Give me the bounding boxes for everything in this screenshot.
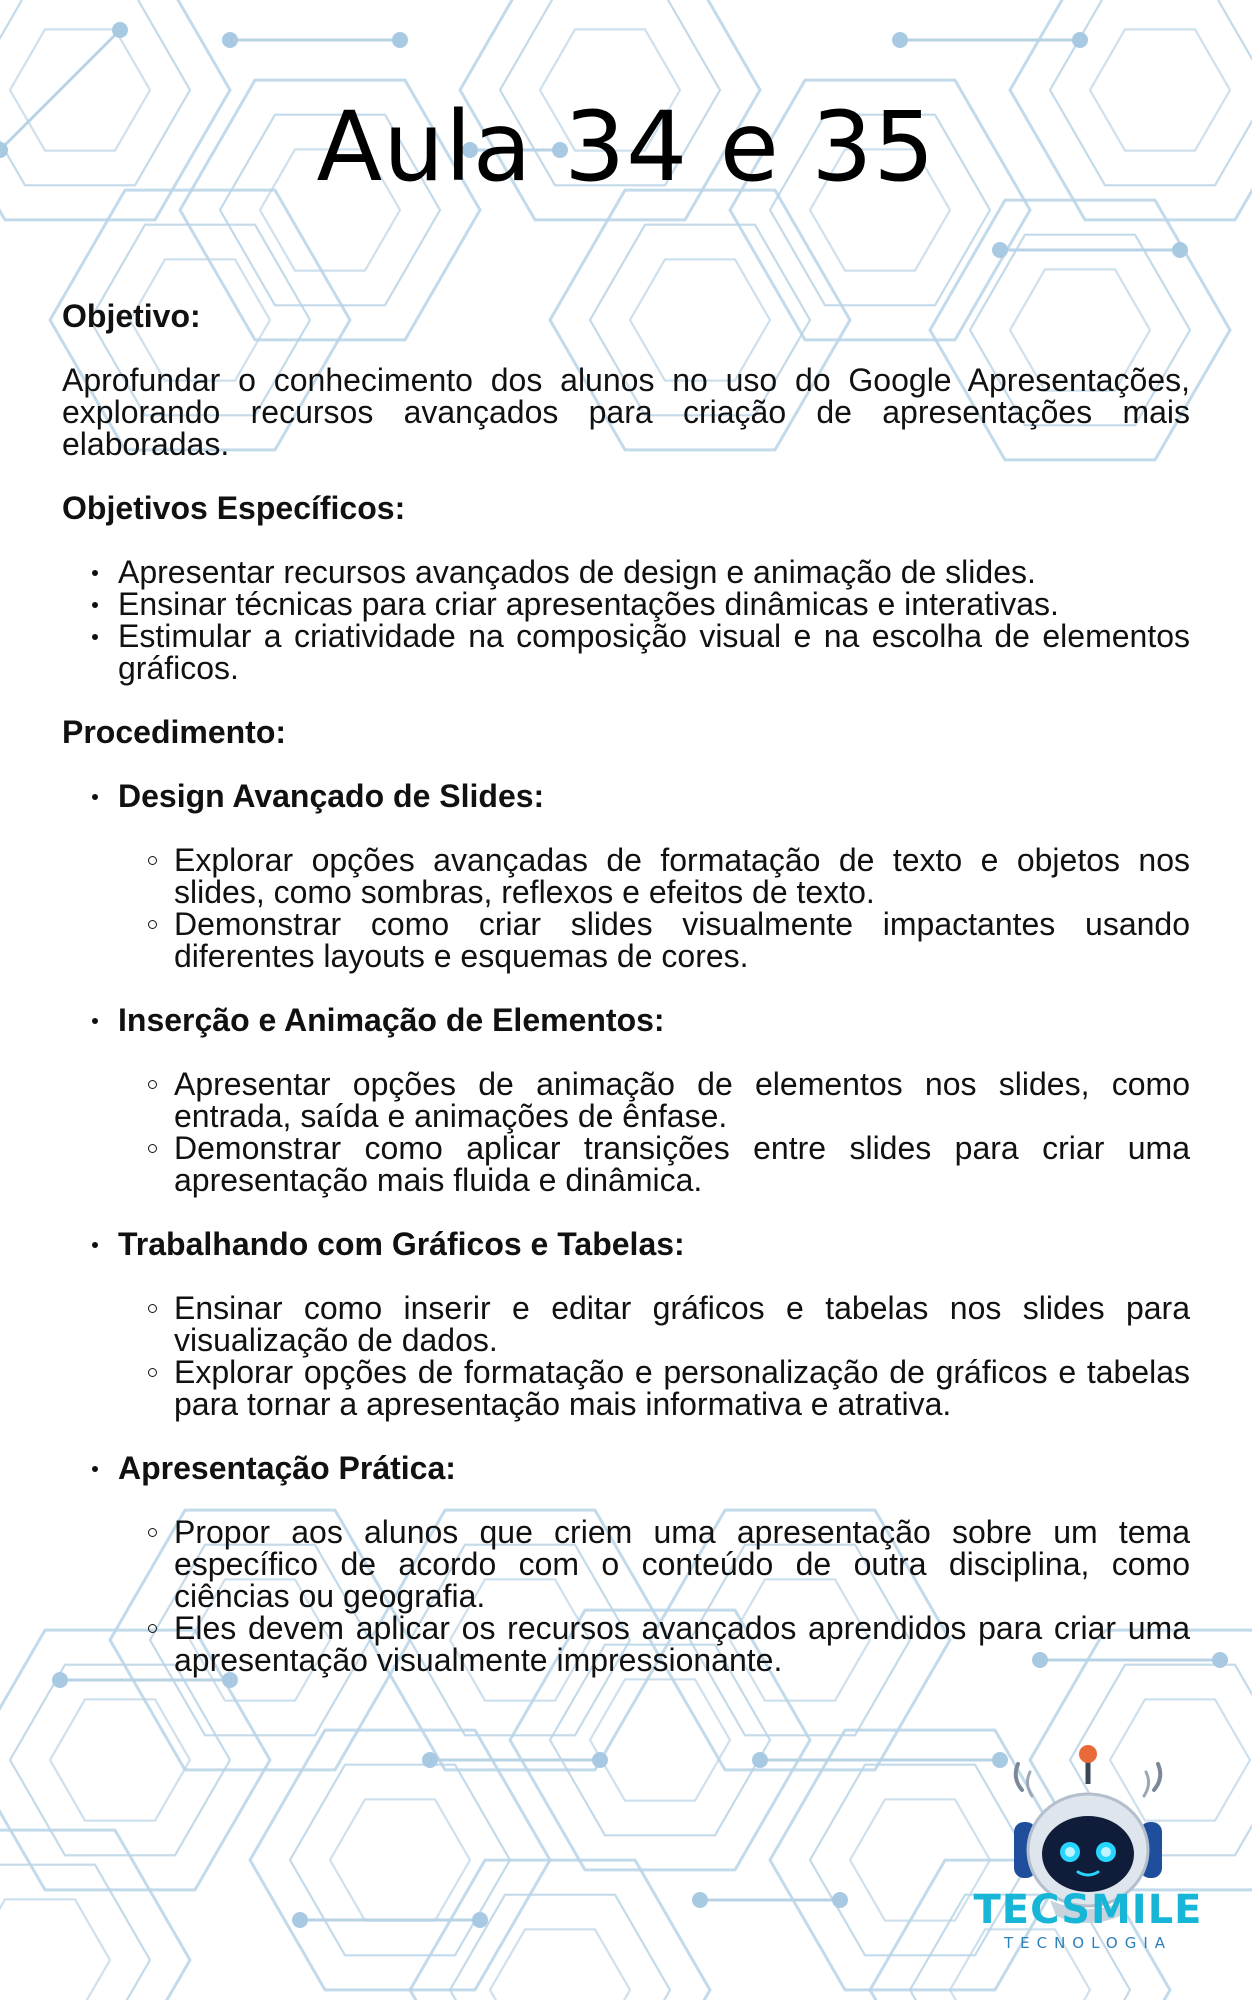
specific-objective-item: Ensinar técnicas para criar apresentações dinâmicas e interativas.: [62, 588, 1190, 620]
lesson-content: [62, 300, 1190, 1676]
specific-objective-item: Estimular a criatividade na composição visual e na escolha de elementos gráficos.: [62, 620, 1190, 684]
procedure-substeps: [118, 844, 1190, 972]
procedure-section: [62, 1004, 1190, 1196]
specific-objective-item: Apresentar recursos avançados de design e animação de slides.: [62, 556, 1190, 588]
specific-objectives-heading: Objetivos Específicos:: [62, 490, 406, 526]
procedure-section: [62, 1452, 1190, 1676]
procedure-step: Explorar opções de formatação e personalização de gráficos e tabelas para tornar a apresentação mais informativa e atrativa.: [118, 1356, 1190, 1420]
brand-tagline: TECNOLOGIA: [1003, 1934, 1173, 1952]
procedure-section-title: Trabalhando com Gráficos e Tabelas:: [118, 1226, 685, 1262]
procedure-step: Demonstrar como aplicar transições entre slides para criar uma apresentação mais fluida e dinâmica.: [118, 1132, 1190, 1196]
procedure-step: Explorar opções avançadas de formatação de texto e objetos nos slides, como sombras, reflexos e efeitos de texto.: [118, 844, 1190, 908]
objective-heading: Objetivo:: [62, 298, 201, 334]
procedure-section: [62, 1228, 1190, 1420]
procedure-heading: Procedimento:: [62, 714, 287, 750]
procedure-section-title: Design Avançado de Slides:: [118, 778, 545, 814]
procedure-substeps: [118, 1516, 1190, 1676]
objective-text: Aprofundar o conhecimento dos alunos no uso do Google Apresentações, explorando recursos avançados para criação de apresentações mais elaboradas.: [62, 362, 1190, 462]
brand-name: TECSMILE: [973, 1887, 1203, 1933]
procedure-step: Eles devem aplicar os recursos avançados aprendidos para criar uma apresentação visualmente impressionante.: [118, 1612, 1190, 1676]
procedure-substeps: [118, 1292, 1190, 1420]
procedure-step: Demonstrar como criar slides visualmente impactantes usando diferentes layouts e esquemas de cores.: [118, 908, 1190, 972]
procedure-substeps: [118, 1068, 1190, 1196]
procedure-list: [62, 780, 1190, 1676]
procedure-step: Apresentar opções de animação de elementos nos slides, como entrada, saída e animações de ênfase.: [118, 1068, 1190, 1132]
procedure-section: [62, 780, 1190, 972]
specific-objectives-list: [62, 556, 1190, 684]
procedure-section-title: Apresentação Prática:: [118, 1450, 456, 1486]
procedure-step: Propor aos alunos que criem uma apresentação sobre um tema específico de acordo com o conteúdo de outra disciplina, como ciências ou geografia.: [118, 1516, 1190, 1612]
procedure-step: Ensinar como inserir e editar gráficos e tabelas nos slides para visualização de dados.: [118, 1292, 1190, 1356]
page-title: Aula 34 e 35: [316, 91, 936, 203]
procedure-section-title: Inserção e Animação de Elementos:: [118, 1002, 665, 1038]
